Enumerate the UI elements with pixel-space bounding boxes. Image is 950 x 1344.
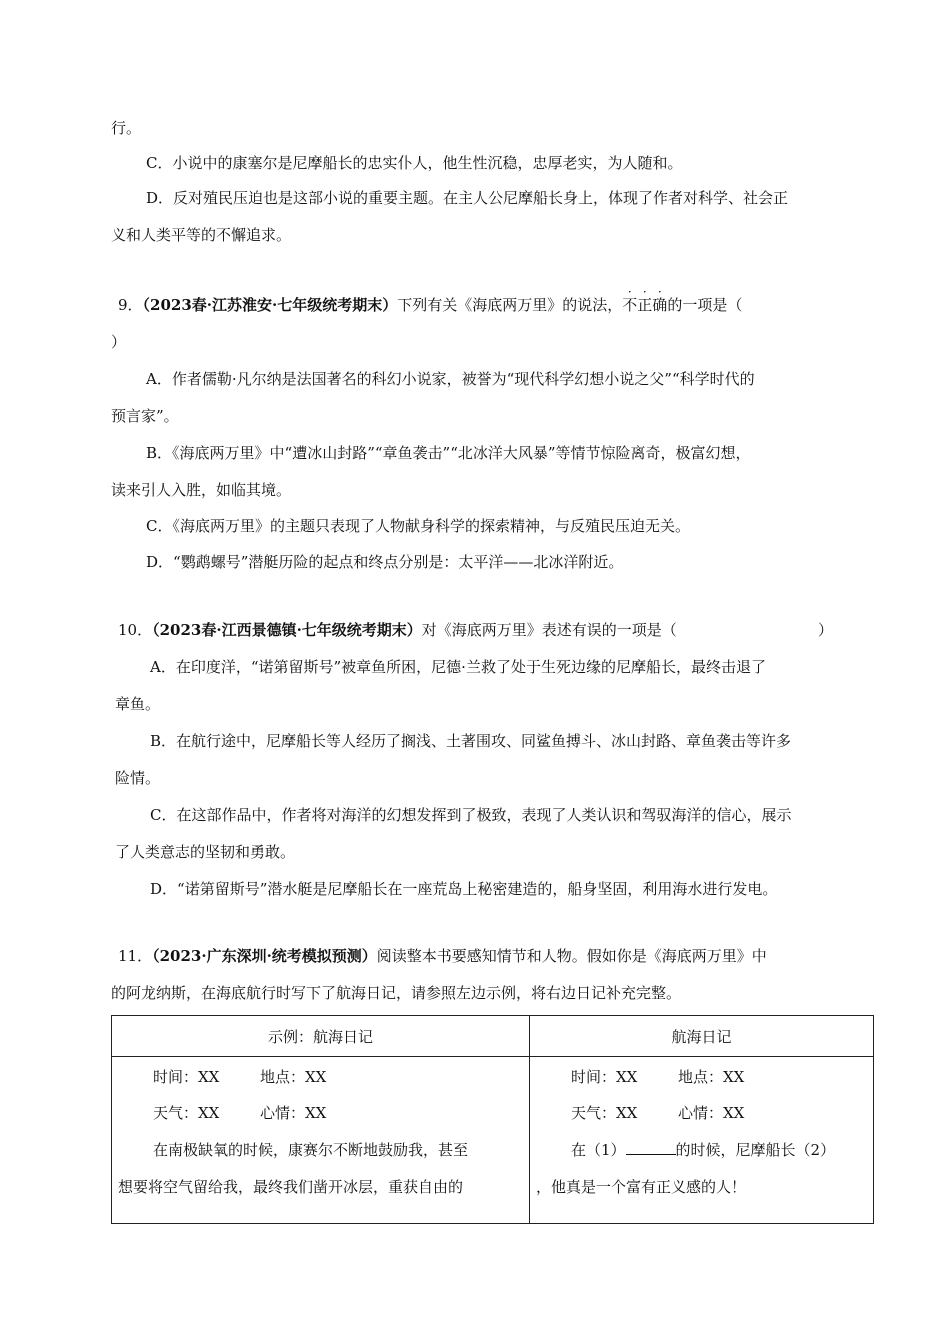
answer-blank-1[interactable] bbox=[626, 1140, 676, 1155]
example-body-line1: 在南极缺氧的时候，康赛尔不断地鼓励我，甚至 bbox=[153, 1141, 469, 1159]
q8-option-c: C．小说中的康塞尔是尼摩船长的忠实仆人，他生性沉稳，忠厚老实，为人随和。 bbox=[146, 154, 683, 172]
q11-stem1: 阅读整本书要感知情节和人物。假如你是《海底两万里》中 bbox=[376, 947, 767, 965]
q8-continuation: 行。 bbox=[111, 119, 142, 137]
q9-number: 9． bbox=[118, 296, 143, 314]
q11-stem-line2: 的阿龙纳斯，在海底航行时写下了航海日记，请参照左边示例，将右边日记补充完整。 bbox=[111, 984, 682, 1002]
diary-answer-cell bbox=[530, 1057, 874, 1224]
q10-option-a-line1: A．在印度洋，“诺第留斯号”被章鱼所困，尼德·兰救了处于生死边缘的尼摩船长，最终击退了 bbox=[150, 658, 766, 676]
q9-option-b-line2: 读来引人入胜，如临其境。 bbox=[111, 481, 292, 499]
q9-emphasis-char: · 不 bbox=[622, 285, 638, 314]
answer-weather: 天气：XX bbox=[571, 1104, 638, 1122]
q10-option-b-line1: B．在航行途中，尼摩船长等人经历了搁浅、土著围攻、同鲨鱼搏斗、冰山封路、章鱼袭击等许多 bbox=[150, 732, 792, 750]
diary-example-cell bbox=[112, 1057, 530, 1224]
diary-table bbox=[111, 1015, 874, 1224]
q10-option-b-line2: 险情。 bbox=[115, 769, 161, 787]
example-time: 时间：XX bbox=[153, 1068, 220, 1086]
q9-stem-pre: 下列有关《海底两万里》的说法， bbox=[397, 296, 623, 314]
q10-source: （2023春·江西景德镇·七年级统考期末） bbox=[152, 621, 422, 639]
q10-stem-text: 对《海底两万里》表述有误的一项是（ bbox=[421, 621, 677, 639]
example-weather: 天气：XX bbox=[153, 1104, 220, 1122]
q9-source: （2023春·江苏淮安·七年级统考期末） bbox=[142, 296, 398, 314]
answer-body-line2: ，他真是一个富有正义感的人！ bbox=[536, 1178, 747, 1196]
q9-option-b-line1: B．《海底两万里》中“遭冰山封路”“章鱼袭击”“北冰洋大风暴”等情节惊险离奇，极富幻想， bbox=[146, 444, 751, 462]
q10-option-a-line2: 章鱼。 bbox=[115, 695, 161, 713]
answer-body-line1 bbox=[571, 1140, 835, 1160]
example-mood: 心情：XX bbox=[260, 1104, 327, 1122]
q9-stem bbox=[118, 285, 743, 315]
diary-header-answer: 航海日记 bbox=[530, 1016, 874, 1057]
q10-stem bbox=[118, 620, 677, 640]
q10-number: 10． bbox=[118, 621, 153, 639]
answer-mood: 心情：XX bbox=[678, 1104, 745, 1122]
q11-stem-line1 bbox=[118, 946, 767, 966]
q8-option-d-line1: D．反对殖民压迫也是这部小说的重要主题。在主人公尼摩船长身上，体现了作者对科学、社会正 bbox=[146, 189, 789, 207]
answer-place: 地点：XX bbox=[678, 1068, 745, 1086]
q9-close-paren: ） bbox=[111, 333, 127, 351]
q9-option-d: D．“鹦鹉螺号”潜艇历险的起点和终点分别是：太平洋——北冰洋附近。 bbox=[146, 553, 624, 571]
example-place: 地点：XX bbox=[260, 1068, 327, 1086]
q9-option-a-line2: 预言家”。 bbox=[111, 407, 179, 425]
q9-stem-post: 的一项是（ bbox=[667, 296, 743, 314]
q10-option-c-line2: 了人类意志的坚韧和勇敢。 bbox=[115, 843, 296, 861]
q9-option-c: C．《海底两万里》的主题只表现了人物献身科学的探索精神，与反殖民压迫无关。 bbox=[146, 517, 690, 535]
q9-emphasis-char: · 确 bbox=[652, 285, 668, 314]
q10-option-d: D．“诺第留斯号”潜水艇是尼摩船长在一座荒岛上秘密建造的，船身坚固，利用海水进行发电。 bbox=[150, 880, 778, 898]
answer-body-post: 的时候，尼摩船长（2） bbox=[675, 1141, 836, 1159]
q11-source: （2023·广东深圳·统考模拟预测） bbox=[152, 947, 377, 965]
q10-option-c-line1: C．在这部作品中，作者将对海洋的幻想发挥到了极致，表现了人类认识和驾驭海洋的信心，展示 bbox=[150, 806, 792, 824]
diary-header-example: 示例：航海日记 bbox=[112, 1016, 530, 1057]
answer-body-pre: 在（1） bbox=[571, 1141, 626, 1159]
example-body-line2: 想要将空气留给我，最终我们凿开冰层，重获自由的 bbox=[118, 1178, 464, 1196]
q8-option-d-line2: 义和人类平等的不懈追求。 bbox=[111, 226, 292, 244]
q9-option-a-line1: A．作者儒勒·凡尔纳是法国著名的科幻小说家，被誉为“现代科学幻想小说之父”“科学时代的 bbox=[146, 370, 755, 388]
answer-time: 时间：XX bbox=[571, 1068, 638, 1086]
q10-close-paren: ） bbox=[818, 621, 834, 639]
q9-emphasis-char: · 正 bbox=[637, 285, 653, 314]
q11-number: 11． bbox=[118, 947, 153, 965]
